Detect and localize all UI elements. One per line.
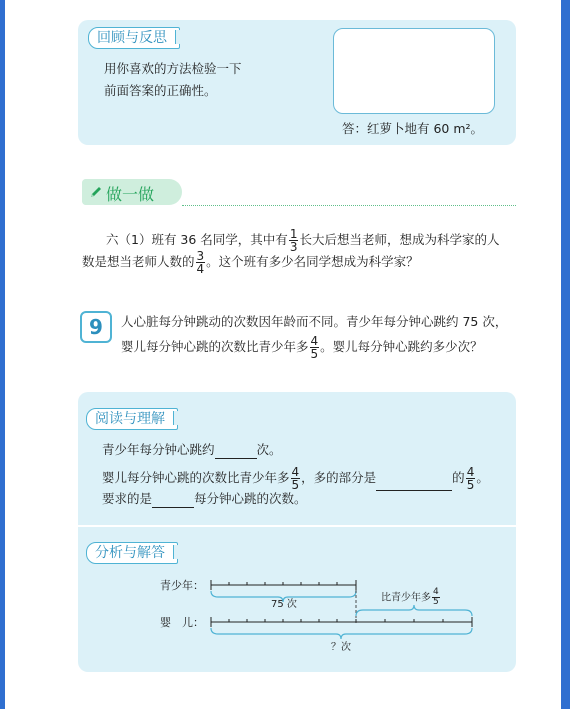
fraction-four-fifths-3 [432,588,440,607]
reading-text-2a: 婴儿每分钟心跳的次数比青少年多 [102,470,290,485]
fraction-numerator: 1 [289,227,298,241]
practice-tag [82,179,182,205]
fraction-numerator: 3 [196,249,205,263]
fraction-denominator: 4 [196,262,205,276]
reading-text-1a: 青少年每分钟心跳约 [102,442,215,457]
reading-text-2d: 。 [476,470,489,485]
fraction-denominator: 5 [291,478,300,492]
baby-value-label: ？次 [331,642,351,653]
review-tag: 回顾与反思 [88,27,180,49]
textbook-page [5,0,561,709]
baby-segment [211,617,472,627]
fraction-four-fifths [310,335,320,360]
check-work-box[interactable] [333,28,495,114]
reading-text-1b: 次。 [256,442,282,457]
problem-number-badge: 9 [80,311,112,343]
analysis-tag: 分析与解答 [86,542,178,564]
fraction-numerator: 4 [291,465,300,479]
practice-text-2a: 数是想当老师人数的 [82,254,195,269]
practice-divider [182,205,516,206]
reading-text-2b: ，多的部分是 [301,470,377,485]
fraction-denominator: 5 [433,597,439,607]
fraction-denominator: 5 [466,478,475,492]
problem-9-line-1: 人心脏每分钟跳动的次数因年龄而不同。青少年每分钟心跳约 75 次， [121,314,508,329]
reading-text-2c: 的 [452,470,465,485]
fraction-numerator: 4 [466,465,475,479]
teen-line-label: 青少年： [160,579,204,592]
teen-value-label: 75 次 [271,599,297,610]
practice-text-1b: 长大后想当老师，想成为科学家的人 [299,232,500,247]
problem-9-line-2 [121,335,483,360]
reading-analysis-panel [78,392,516,672]
practice-tag-label: 做一做 [106,185,155,204]
teen-segment [211,580,356,590]
review-line-1: 用你喜欢的方法检验一下 [104,61,242,76]
baby-line-label: 婴 儿： [160,616,204,629]
page-edge-right [561,0,570,709]
practice-line-2 [82,250,419,275]
reading-tag: 阅读与理解 [86,408,178,430]
problem-9-text-2b: 。婴儿每分钟心跳约多少次？ [320,339,483,354]
review-line-2: 前面答案的正确性。 [104,83,217,98]
practice-text-2b: 。这个班有多少名同学想成为科学家？ [206,254,419,269]
reading-text-3a: 要求的是 [102,491,153,506]
review-panel [78,20,516,145]
fraction-numerator: 4 [310,334,319,348]
fraction-denominator: 3 [289,240,298,254]
practice-text-1a: 六（1）班有 36 名同学，其中有 [106,232,288,247]
fraction-three-fourths [196,250,206,275]
fraction-numerator: 4 [433,587,439,597]
review-answer: 答：红萝卜地有 60 m²。 [342,121,484,136]
reading-text-3b: 每分钟心跳的次数。 [194,491,307,506]
pencil-icon [89,185,103,199]
more-label [381,588,441,608]
segment-diagram [78,392,516,672]
problem-9-text-2a: 婴儿每分钟心跳的次数比青少年多 [121,339,309,354]
baby-brace [211,628,472,639]
fraction-denominator: 5 [310,347,319,361]
more-text: 比青少年多 [381,592,431,604]
